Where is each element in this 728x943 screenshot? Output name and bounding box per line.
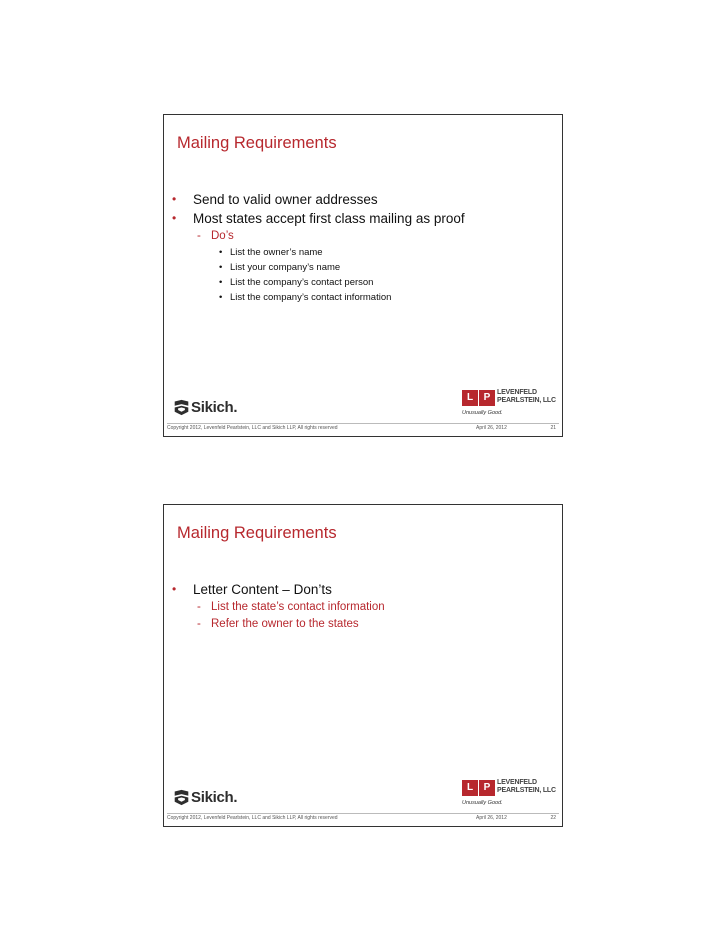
lp-name-line-2: PEARLSTEIN, LLC xyxy=(497,787,556,794)
bullet-icon: • xyxy=(219,277,223,288)
sub-bullet-item xyxy=(164,599,562,616)
lp-name xyxy=(497,389,556,405)
bullet-icon: • xyxy=(219,262,223,273)
sub-sub-bullet-text: List the company’s contact person xyxy=(230,277,374,288)
bullet-icon: • xyxy=(172,582,177,596)
slide-footer xyxy=(167,425,558,433)
lp-l-box: L xyxy=(462,780,478,796)
sub-sub-bullet-item xyxy=(164,290,562,305)
lp-l-box: L xyxy=(462,390,478,406)
footer-date: April 26, 2012 xyxy=(476,815,507,821)
sub-sub-bullet-item xyxy=(164,275,562,290)
footer-copyright: Copyright 2012, Levenfeld Pearlstein, LLC and Sikich LLP, All rights reserved xyxy=(167,815,338,821)
sikich-mark-icon xyxy=(173,789,190,806)
lp-p-box: P xyxy=(479,780,495,796)
slide-22 xyxy=(163,504,563,827)
footer-divider xyxy=(167,813,559,814)
lp-name-line-2: PEARLSTEIN, LLC xyxy=(497,397,556,404)
lp-name-line-1: LEVENFELD xyxy=(497,779,537,786)
slide-21 xyxy=(163,114,563,437)
sikich-wordmark: Sikich. xyxy=(191,788,238,806)
sub-bullet-text: Refer the owner to the states xyxy=(211,618,359,630)
levenfeld-pearlstein-logo xyxy=(462,388,554,420)
slide-title: Mailing Requirements xyxy=(177,134,337,152)
bullet-icon: • xyxy=(172,211,177,225)
sub-sub-bullet-item xyxy=(164,245,562,260)
bullet-item xyxy=(164,580,562,599)
sub-bullet-item xyxy=(164,228,562,245)
sub-sub-bullet-text: List your company’s name xyxy=(230,262,341,273)
lp-tagline: Unusually Good. xyxy=(462,800,503,806)
bullet-item xyxy=(164,209,562,228)
sub-bullet-text: Do’s xyxy=(211,230,234,242)
slide-title: Mailing Requirements xyxy=(177,524,337,542)
sub-bullet-text: List the state’s contact information xyxy=(211,601,385,613)
footer-date: April 26, 2012 xyxy=(476,425,507,431)
dash-icon: - xyxy=(197,230,201,242)
bullet-icon: • xyxy=(219,292,223,303)
footer-copyright: Copyright 2012, Levenfeld Pearlstein, LLC and Sikich LLP, All rights reserved xyxy=(167,425,338,431)
lp-p-box: P xyxy=(479,390,495,406)
sub-sub-bullet-item xyxy=(164,260,562,275)
lp-name xyxy=(497,779,556,795)
footer-page-number: 22 xyxy=(550,815,556,821)
bullet-text: Most states accept first class mailing as proof xyxy=(193,211,465,226)
bullet-icon: • xyxy=(172,192,177,206)
footer-divider xyxy=(167,423,559,424)
slide-body xyxy=(164,580,562,633)
bullet-icon: • xyxy=(219,247,223,258)
sikich-mark-icon xyxy=(173,399,190,416)
sikich-logo xyxy=(173,788,237,806)
slide-body xyxy=(164,190,562,305)
dash-icon: - xyxy=(197,618,201,630)
lp-name-line-1: LEVENFELD xyxy=(497,389,537,396)
bullet-text: Letter Content – Don’ts xyxy=(193,582,332,597)
lp-tagline: Unusually Good. xyxy=(462,410,503,416)
sub-sub-bullet-text: List the owner’s name xyxy=(230,247,323,258)
slide-footer xyxy=(167,815,558,823)
sub-bullet-item xyxy=(164,616,562,633)
sub-sub-bullet-text: List the company’s contact information xyxy=(230,292,392,303)
levenfeld-pearlstein-logo xyxy=(462,778,554,810)
sikich-wordmark: Sikich. xyxy=(191,398,238,416)
dash-icon: - xyxy=(197,601,201,613)
bullet-item xyxy=(164,190,562,209)
sikich-logo xyxy=(173,398,237,416)
bullet-text: Send to valid owner addresses xyxy=(193,192,378,207)
footer-page-number: 21 xyxy=(550,425,556,431)
